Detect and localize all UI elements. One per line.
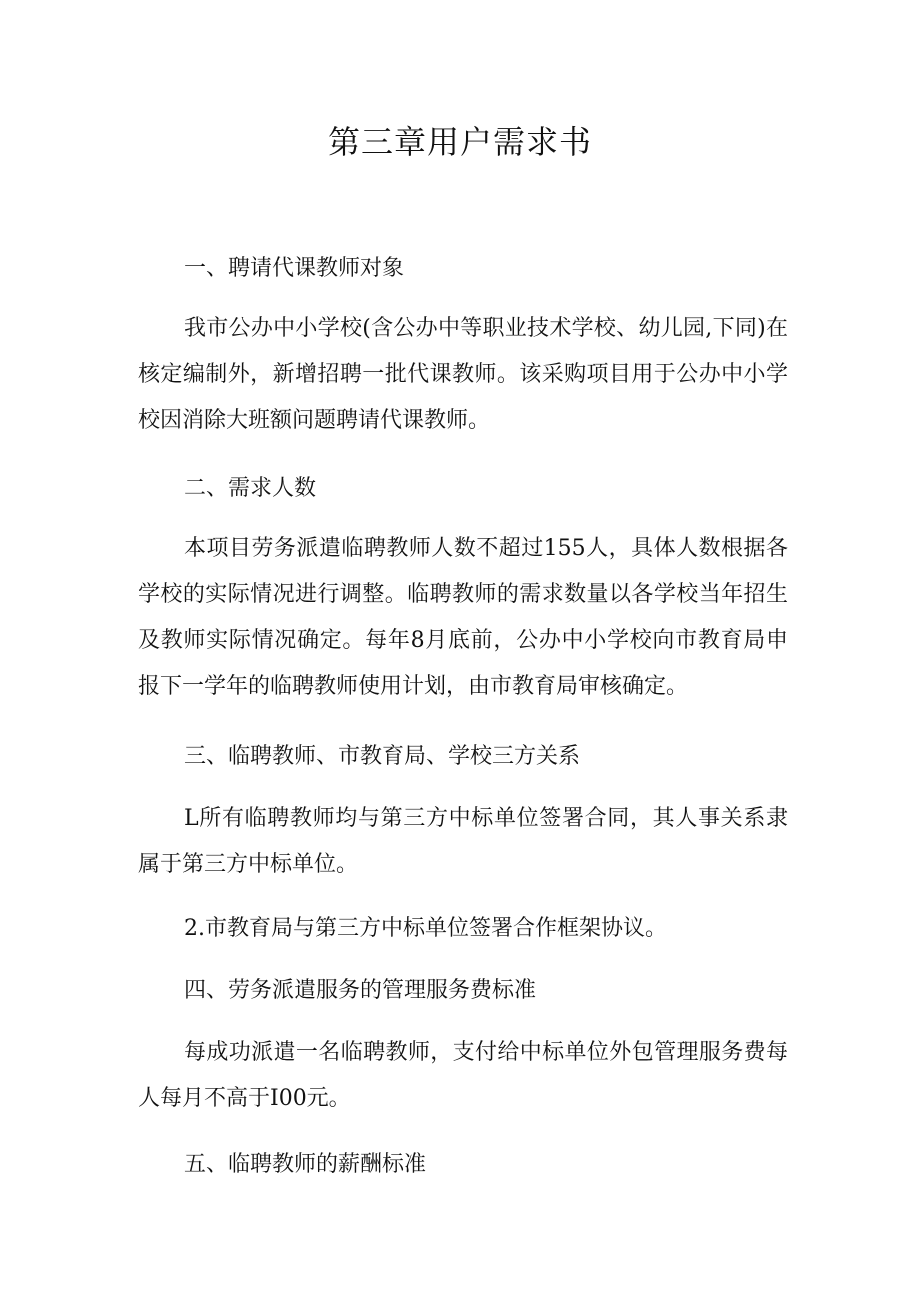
section-2-paragraph-1: 本项目劳务派遣临聘教师人数不超过155人，具体人数根据各学校的实际情况进行调整。临聘教师的需求数量以各学校当年招生及教师实际情况确定。每年8月底前，公办中小学校向市教育局申报下一学年的临聘教师使用计划，由市教育局审核确定。 (138, 536, 788, 699)
section-3-paragraph-1: L所有临聘教师均与第三方中标单位签署合同，其人事关系隶属于第三方中标单位。 (138, 806, 788, 877)
section-4-heading: 四、劳务派遣服务的管理服务费标准 (184, 978, 537, 1003)
document-title: 第三章用户需求书 (327, 123, 592, 161)
section-5-heading: 五、临聘教师的薪酬标准 (184, 1152, 427, 1177)
section-1-heading: 一、聘请代课教师对象 (184, 256, 405, 281)
section-2-heading: 二、需求人数 (184, 476, 317, 501)
section-3-heading: 三、临聘教师、市教育局、学校三方关系 (184, 744, 581, 769)
section-1-paragraph-1: 我市公办中小学校(含公办中等职业技术学校、幼儿园,下同)在核定编制外，新增招聘一批代课教师。该采购项目用于公办中小学校因消除大班额问题聘请代课教师。 (138, 316, 788, 433)
section-3-paragraph-2: 2.市教育局与第三方中标单位签署合作框架协议。 (184, 916, 667, 941)
section-4-paragraph-1: 每成功派遣一名临聘教师，支付给中标单位外包管理服务费每人每月不高于I00元。 (138, 1040, 788, 1111)
